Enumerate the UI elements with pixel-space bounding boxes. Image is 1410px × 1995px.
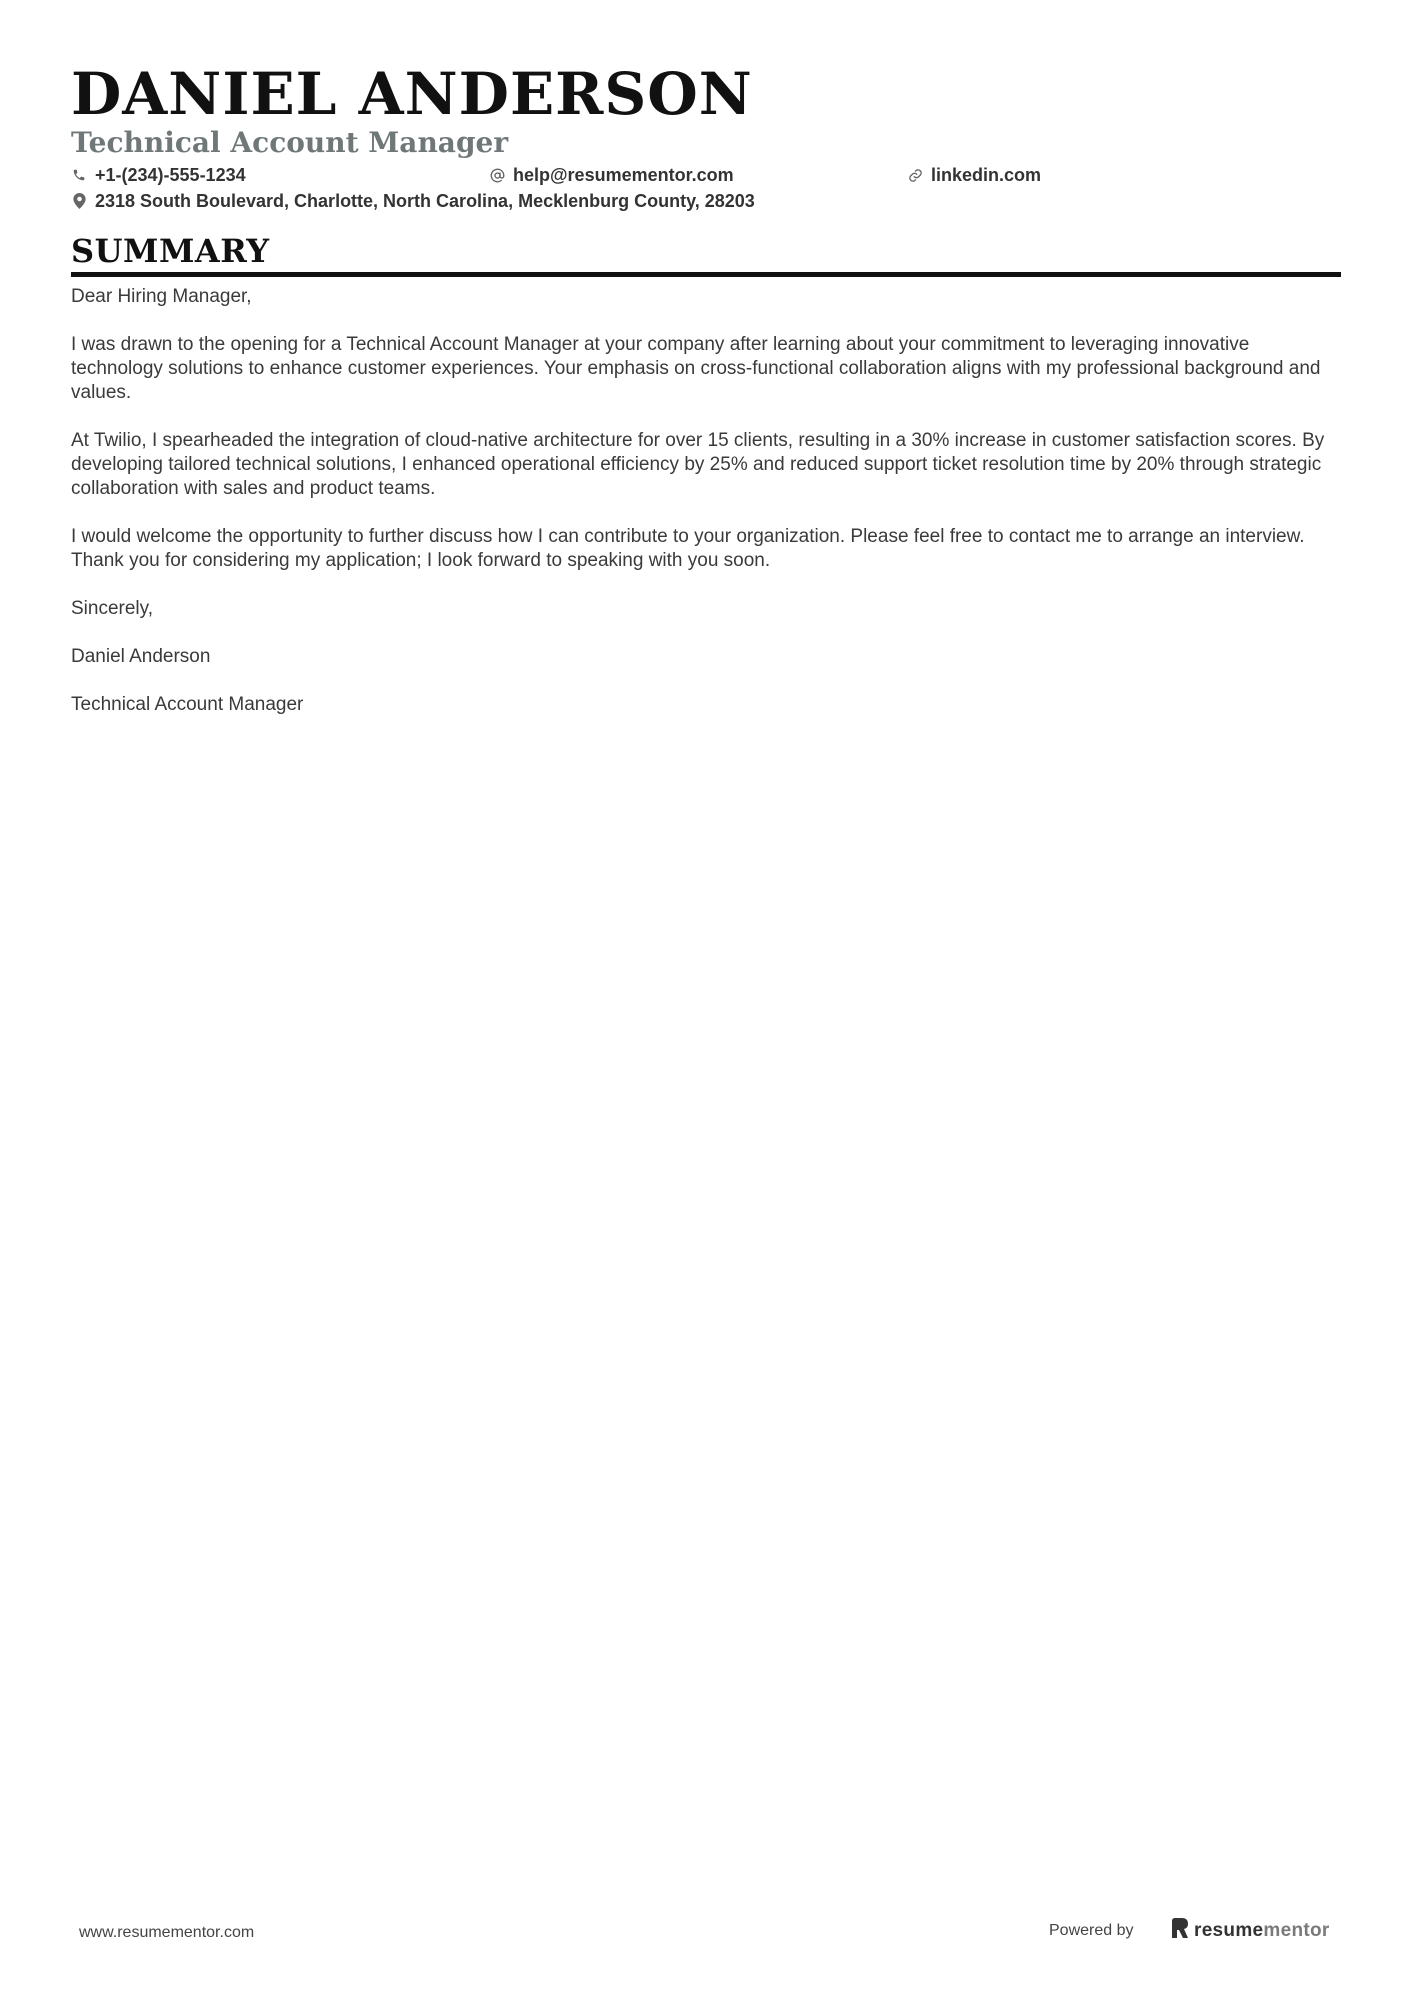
signature-title: Technical Account Manager [71, 694, 304, 715]
summary-section [71, 232, 1341, 741]
candidate-role: Technical Account Manager [71, 126, 509, 159]
contact-phone [71, 162, 246, 188]
contact-row-1 [71, 162, 1341, 188]
resumementor-logo[interactable] [1172, 1918, 1330, 1943]
paragraph-3: I would welcome the opportunity to further discuss how I can contribute to your organization. Please feel free to contact me to arrange an interview. Thank you for considering my application; I look forward to speaking with you soon. [71, 526, 1305, 571]
contact-row-2 [71, 188, 1341, 214]
location-pin-icon [71, 193, 87, 209]
website-text[interactable]: linkedin.com [931, 164, 1042, 185]
contact-website [907, 162, 1041, 188]
email-text[interactable]: help@resumementor.com [513, 164, 734, 185]
summary-title: SUMMARY [71, 232, 1341, 277]
resumementor-logo-icon [1172, 1918, 1188, 1943]
header [71, 60, 1341, 214]
footer-site-link[interactable]: www.resumementor.com [79, 1924, 255, 1941]
address-text: 2318 South Boulevard, Charlotte, North Carolina, Mecklenburg County, 28203 [95, 190, 755, 211]
phone-text[interactable]: +1-(234)-555-1234 [95, 164, 246, 185]
footer [0, 1910, 1410, 1950]
paragraph-2: At Twilio, I spearheaded the integration of cloud-native architecture for over 15 clients, resulting in a 30% increase in customer satisfaction scores. By developing tailored technical solutions, I enhanced operational efficiency by 25% and reduced support ticket resolution time by 20% through strategic collaboration with sales and product teams. [71, 430, 1325, 499]
closing: Sincerely, [71, 598, 154, 619]
candidate-name: DANIEL ANDERSON [71, 60, 753, 128]
salutation: Dear Hiring Manager, [71, 286, 252, 307]
letter-body [71, 285, 1341, 717]
powered-by-label: Powered by [1049, 1922, 1134, 1939]
link-icon [907, 167, 923, 183]
resumementor-logo-text: resumementor [1194, 1919, 1330, 1941]
contact-address [71, 188, 755, 214]
signature-name: Daniel Anderson [71, 646, 211, 667]
at-icon [489, 167, 505, 183]
paragraph-1: I was drawn to the opening for a Technical Account Manager at your company after learning about your commitment to leveraging innovative technology solutions to enhance customer experiences. Your emphasis on cross-functional collaboration aligns with my professional background and values. [71, 334, 1321, 403]
contact-email [489, 162, 734, 188]
phone-icon [71, 167, 87, 183]
